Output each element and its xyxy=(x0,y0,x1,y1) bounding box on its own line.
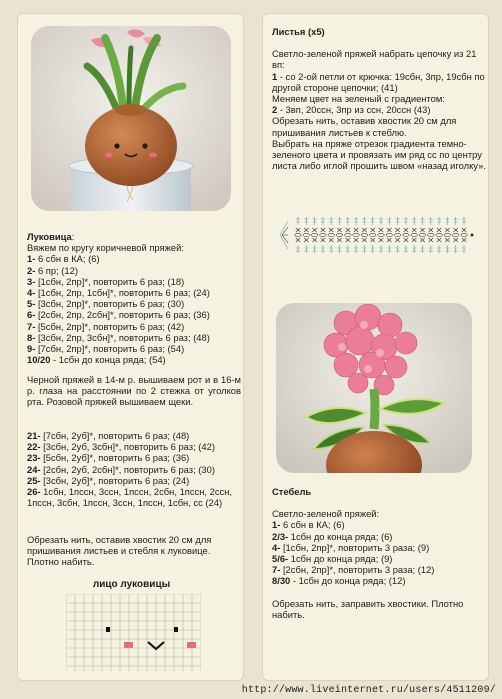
row-text: [1сбн, 2пр, 1сбн]*, повторить 6 раз; (24) xyxy=(37,287,210,299)
row-text: - со 2-ой петли от крючка: 19сбн, 3пр, 19сбн по другой стороне цепочки; (41) xyxy=(272,70,485,93)
left-panel xyxy=(17,13,244,681)
sc-stitch-bottom xyxy=(337,238,341,242)
sc-stitch-top xyxy=(420,228,424,232)
sc-stitch-top xyxy=(346,228,350,232)
instruction-row xyxy=(272,115,486,137)
instruction-row xyxy=(27,430,241,441)
row-number: 7- xyxy=(272,564,281,576)
instruction-row xyxy=(27,464,241,475)
chain-stitch xyxy=(419,233,425,236)
stem-rows xyxy=(272,519,486,586)
row-text: - 1сбн до конца ряда; (12) xyxy=(290,575,406,587)
dc-stitch-bottom xyxy=(321,245,325,253)
instruction-row xyxy=(27,309,241,320)
sc-stitch-top xyxy=(462,228,466,232)
leaves-title: Листья (х5) xyxy=(272,26,325,37)
instruction-row xyxy=(27,332,241,343)
dc-stitch-top xyxy=(362,217,366,225)
dc-stitch-top xyxy=(412,217,416,225)
dc-stitch-top xyxy=(437,217,441,225)
instruction-row xyxy=(272,519,486,530)
left-cheek-mark xyxy=(124,642,133,648)
bulb-face-note xyxy=(27,374,241,408)
leaves-lines xyxy=(272,48,486,171)
stem-title: Стебель xyxy=(272,486,312,497)
dc-stitch-bottom xyxy=(429,245,433,253)
row-text: [3сбн, 2пр, 3сбн]*, повторить 6 раз; (48) xyxy=(37,331,210,343)
dc-stitch-bottom xyxy=(346,245,350,253)
start-marker xyxy=(471,234,474,237)
row-number: 3- xyxy=(27,275,36,287)
chain-stitch xyxy=(345,233,351,236)
dc-stitch-top xyxy=(321,217,325,225)
row-number: 1- xyxy=(27,253,36,265)
instruction-row xyxy=(272,575,486,586)
dc-stitch-bottom xyxy=(445,245,449,253)
chain-stitch xyxy=(444,233,450,236)
bulb-photo xyxy=(31,26,231,211)
sc-stitch-top xyxy=(329,228,333,232)
dc-stitch-bottom xyxy=(371,245,375,253)
row-text: [3сбн, 2уб]*, повторить 6 раз; (24) xyxy=(43,474,190,486)
dc-stitch-bottom xyxy=(387,245,391,253)
row-text: [5сбн, 2пр]*, повторить 6 раз; (42) xyxy=(37,320,185,332)
row-text: Светло-зеленой пряжей набрать цепочку из 21 вп: xyxy=(272,48,477,71)
sc-stitch-top xyxy=(454,228,458,232)
row-number: 5- xyxy=(27,298,36,310)
row-text: [3сбн, 2пр]*, повторить 6 раз; (30) xyxy=(37,298,185,310)
row-number: 4- xyxy=(272,541,281,553)
sc-stitch-top xyxy=(371,228,375,232)
row-number: 23- xyxy=(27,452,41,464)
dc-stitch-bottom xyxy=(304,245,308,253)
instruction-row xyxy=(27,253,241,264)
right-eye-mark xyxy=(174,627,178,632)
row-text: 6 пр; (12) xyxy=(37,264,78,276)
sc-stitch-bottom xyxy=(412,238,416,242)
row-text: [2сбн, 2пр]*, повторить 3 раза; (12) xyxy=(280,564,435,576)
row-number: 2- xyxy=(27,264,36,276)
face-chart-title: лицо луковицы xyxy=(92,579,171,590)
instruction-row xyxy=(27,287,241,298)
sc-stitch-top xyxy=(429,228,433,232)
sc-stitch-top xyxy=(412,228,416,232)
instruction-row xyxy=(27,441,241,452)
left-eye-mark xyxy=(106,627,110,632)
row-text: [2сбн, 2пр, 2сбн]*, повторить 6 раз; (36) xyxy=(37,309,210,321)
instruction-row xyxy=(272,71,486,93)
row-text: 1сбн, 1пссн, 3ссн, 1пссн, 2сбн, 1пссн, 2ссн, 1пссн, 3сбн, 1пссн, 3ссн, 1пссн, 1сбн, сс (24) xyxy=(27,486,232,509)
sc-stitch-bottom xyxy=(346,238,350,242)
dc-stitch-top xyxy=(404,217,408,225)
chain-stitch xyxy=(295,233,301,236)
sc-stitch-bottom xyxy=(445,238,449,242)
sc-stitch-bottom xyxy=(395,238,399,242)
right-cheek-mark xyxy=(187,642,196,648)
chain-stitch xyxy=(394,233,400,236)
row-number: 2 xyxy=(272,104,278,116)
dc-stitch-bottom xyxy=(462,245,466,253)
right-panel xyxy=(262,13,489,681)
dc-stitch-top xyxy=(338,217,342,225)
sc-stitch-top xyxy=(321,228,325,232)
row-number: 22- xyxy=(27,441,41,453)
chain-stitch xyxy=(311,233,317,236)
bulb-finish-text: Обрезать нить, оставив хвостик 20 см для пришивания листьев и стебля к луковице. Плотно набить. xyxy=(27,534,212,568)
sc-stitch-top xyxy=(354,228,358,232)
instruction-row xyxy=(272,93,486,104)
sc-stitch-bottom xyxy=(312,238,316,242)
instruction-row xyxy=(272,104,486,115)
row-text: 1сбн до конца ряда; (9) xyxy=(288,553,393,565)
sc-stitch-top xyxy=(387,228,391,232)
instruction-row xyxy=(272,553,486,564)
row-text: [2сбн, 2уб, 2сбн]*, повторить 6 раз; (30) xyxy=(43,463,215,475)
chain-stitch xyxy=(386,233,392,236)
instruction-row xyxy=(27,486,241,508)
stem-intro: Светло-зеленой пряжей: xyxy=(272,508,380,520)
sc-stitch-top xyxy=(362,228,366,232)
chain-stitch xyxy=(453,233,459,236)
dc-stitch-bottom xyxy=(396,245,400,253)
sc-stitch-bottom xyxy=(354,238,358,242)
dc-stitch-bottom xyxy=(379,245,383,253)
sc-stitch-bottom xyxy=(437,238,441,242)
instruction-row xyxy=(272,531,486,542)
instruction-row xyxy=(272,48,486,70)
row-text: [1сбн, 2пр]*, повторить 6 раз; (18) xyxy=(37,275,185,287)
instruction-row xyxy=(272,564,486,575)
dc-stitch-top xyxy=(371,217,375,225)
row-text: - 1сбн до конца ряда; (54) xyxy=(50,354,166,366)
dc-stitch-top xyxy=(379,217,383,225)
dc-stitch-bottom xyxy=(338,245,342,253)
sc-stitch-top xyxy=(395,228,399,232)
row-number: 26- xyxy=(27,486,41,498)
instruction-row xyxy=(27,475,241,486)
leaves-instructions xyxy=(272,26,486,171)
instruction-row xyxy=(272,138,486,172)
chain-stitch xyxy=(361,233,367,236)
sc-stitch-bottom xyxy=(304,238,308,242)
sc-stitch-top xyxy=(445,228,449,232)
row-number: 1- xyxy=(272,519,281,531)
row-number: 4- xyxy=(27,287,36,299)
dc-stitch-bottom xyxy=(362,245,366,253)
chain-stitch xyxy=(303,233,309,236)
dc-stitch-bottom xyxy=(329,245,333,253)
bulb-finish xyxy=(27,534,241,568)
dc-stitch-bottom xyxy=(421,245,425,253)
sc-stitch-bottom xyxy=(387,238,391,242)
dc-stitch-bottom xyxy=(412,245,416,253)
sc-stitch-top xyxy=(437,228,441,232)
sc-stitch-top xyxy=(337,228,341,232)
row-number: 5/6- xyxy=(272,553,289,565)
row-number: 9- xyxy=(27,343,36,355)
sc-stitch-top xyxy=(379,228,383,232)
row-text: 6 сбн в КА; (6) xyxy=(37,253,100,265)
dc-stitch-top xyxy=(354,217,358,225)
dc-stitch-top xyxy=(387,217,391,225)
sc-stitch-top xyxy=(312,228,316,232)
sc-stitch-top xyxy=(296,228,300,232)
row-text: - 3вп, 20ссн, 3пр из ссн, 20ссн (43) xyxy=(277,104,431,116)
chain-stitch xyxy=(436,233,442,236)
dc-stitch-bottom xyxy=(354,245,358,253)
row-number: 6- xyxy=(27,309,36,321)
row-number: 1 xyxy=(272,70,278,82)
row-text: [5сбн, 2уб]*, повторить 6 раз; (36) xyxy=(43,452,190,464)
row-text: Меняем цвет на зеленый с градиентом: xyxy=(272,93,445,105)
sc-stitch-top xyxy=(404,228,408,232)
bulb-instructions xyxy=(27,231,241,365)
row-number: 8/30 xyxy=(272,575,291,587)
instruction-row xyxy=(27,321,241,332)
bulb-intro: Вяжем по кругу коричневой пряжей: xyxy=(27,242,184,254)
chain-stitch xyxy=(353,233,359,236)
source-url[interactable]: http://www.liveinternet.ru/users/4511209/ xyxy=(241,685,496,696)
stem-instructions xyxy=(272,486,486,620)
face-chart xyxy=(66,594,201,679)
dc-stitch-bottom xyxy=(313,245,317,253)
sc-stitch-bottom xyxy=(371,238,375,242)
instruction-row xyxy=(27,354,241,365)
chain-stitch xyxy=(403,233,409,236)
chain-stitch xyxy=(370,233,376,236)
row-text: Обрезать нить, оставив хвостик 20 см для пришивания листьев к стеблю. xyxy=(272,115,457,138)
chain-stitch xyxy=(411,233,417,236)
dc-stitch-bottom xyxy=(454,245,458,253)
dc-stitch-top xyxy=(429,217,433,225)
row-number: 10/20 xyxy=(27,354,51,366)
row-number: 2/3- xyxy=(272,530,289,542)
hyacinth-photo xyxy=(276,303,472,473)
dc-stitch-top xyxy=(445,217,449,225)
chain-stitch xyxy=(336,233,342,236)
sc-stitch-bottom xyxy=(362,238,366,242)
row-number: 21- xyxy=(27,430,41,441)
dc-stitch-top xyxy=(454,217,458,225)
stem-finish: Обрезать нить, заправить хвостики. Плотно набить. xyxy=(272,597,464,620)
chain-stitch xyxy=(328,233,334,236)
row-text: Выбрать на пряже отрезок градиента темно-зеленого цвета и провязать им ряд сс по центру листа либо иглой прошить швом «назад иголку». xyxy=(272,137,486,172)
row-text: [1сбн, 2пр]*, повторить 3 раза; (9) xyxy=(280,541,430,553)
instruction-row xyxy=(27,452,241,463)
chain-stitch xyxy=(320,233,326,236)
row-text: [7сбн, 2пр]*, повторить 6 раз; (54) xyxy=(37,343,185,355)
leaf-chart-svg xyxy=(276,211,476,259)
dc-stitch-top xyxy=(304,217,308,225)
dc-stitch-top xyxy=(421,217,425,225)
dc-stitch-top xyxy=(396,217,400,225)
sc-stitch-bottom xyxy=(462,238,466,242)
bulb-decrease-rows xyxy=(27,430,241,508)
instruction-row xyxy=(27,276,241,287)
row-number: 24- xyxy=(27,463,41,475)
chain-stitch xyxy=(461,233,467,236)
sc-stitch-bottom xyxy=(420,238,424,242)
leaf-crochet-chart xyxy=(276,211,476,264)
row-number: 25- xyxy=(27,474,41,486)
dc-stitch-bottom xyxy=(296,245,300,253)
dc-stitch-top xyxy=(313,217,317,225)
face-note-text: Черной пряжей в 14-м р. вышиваем рот и в 16-м р. глаза на расстоянии по 2 стежка от уголков рта. Розовой пряжей вышиваем щеки. xyxy=(27,374,241,408)
instruction-row xyxy=(272,542,486,553)
sc-stitch-top xyxy=(304,228,308,232)
bulb-rows xyxy=(27,253,241,365)
bulb-title-suffix: : xyxy=(71,231,75,242)
bulb-rows2 xyxy=(27,430,241,508)
row-text: [3сбн, 2уб, 3сбн]*, повторить 6 раз; (42) xyxy=(43,441,215,453)
instruction-row xyxy=(27,265,241,276)
dc-stitch-top xyxy=(346,217,350,225)
row-number: 8- xyxy=(27,331,36,343)
sc-stitch-bottom xyxy=(296,238,300,242)
instruction-row xyxy=(27,343,241,354)
sc-stitch-bottom xyxy=(454,238,458,242)
chain-stitch xyxy=(428,233,434,236)
bulb-title: Луковица xyxy=(27,231,72,242)
face-chart-grid xyxy=(66,594,201,674)
row-number: 7- xyxy=(27,320,36,332)
instruction-row xyxy=(27,298,241,309)
sc-stitch-bottom xyxy=(321,238,325,242)
sc-stitch-bottom xyxy=(379,238,383,242)
dc-stitch-bottom xyxy=(404,245,408,253)
row-text: [7сбн, 2уб]*, повторить 6 раз; (48) xyxy=(43,430,190,441)
sc-stitch-bottom xyxy=(329,238,333,242)
sc-stitch-bottom xyxy=(429,238,433,242)
dc-stitch-top xyxy=(462,217,466,225)
chain-stitch xyxy=(378,233,384,236)
sc-stitch-bottom xyxy=(404,238,408,242)
dc-stitch-top xyxy=(329,217,333,225)
row-text: 1сбн до конца ряда; (6) xyxy=(288,530,393,542)
dc-stitch-top xyxy=(296,217,300,225)
row-text: 6 сбн в КА; (6) xyxy=(280,519,345,531)
dc-stitch-bottom xyxy=(437,245,441,253)
